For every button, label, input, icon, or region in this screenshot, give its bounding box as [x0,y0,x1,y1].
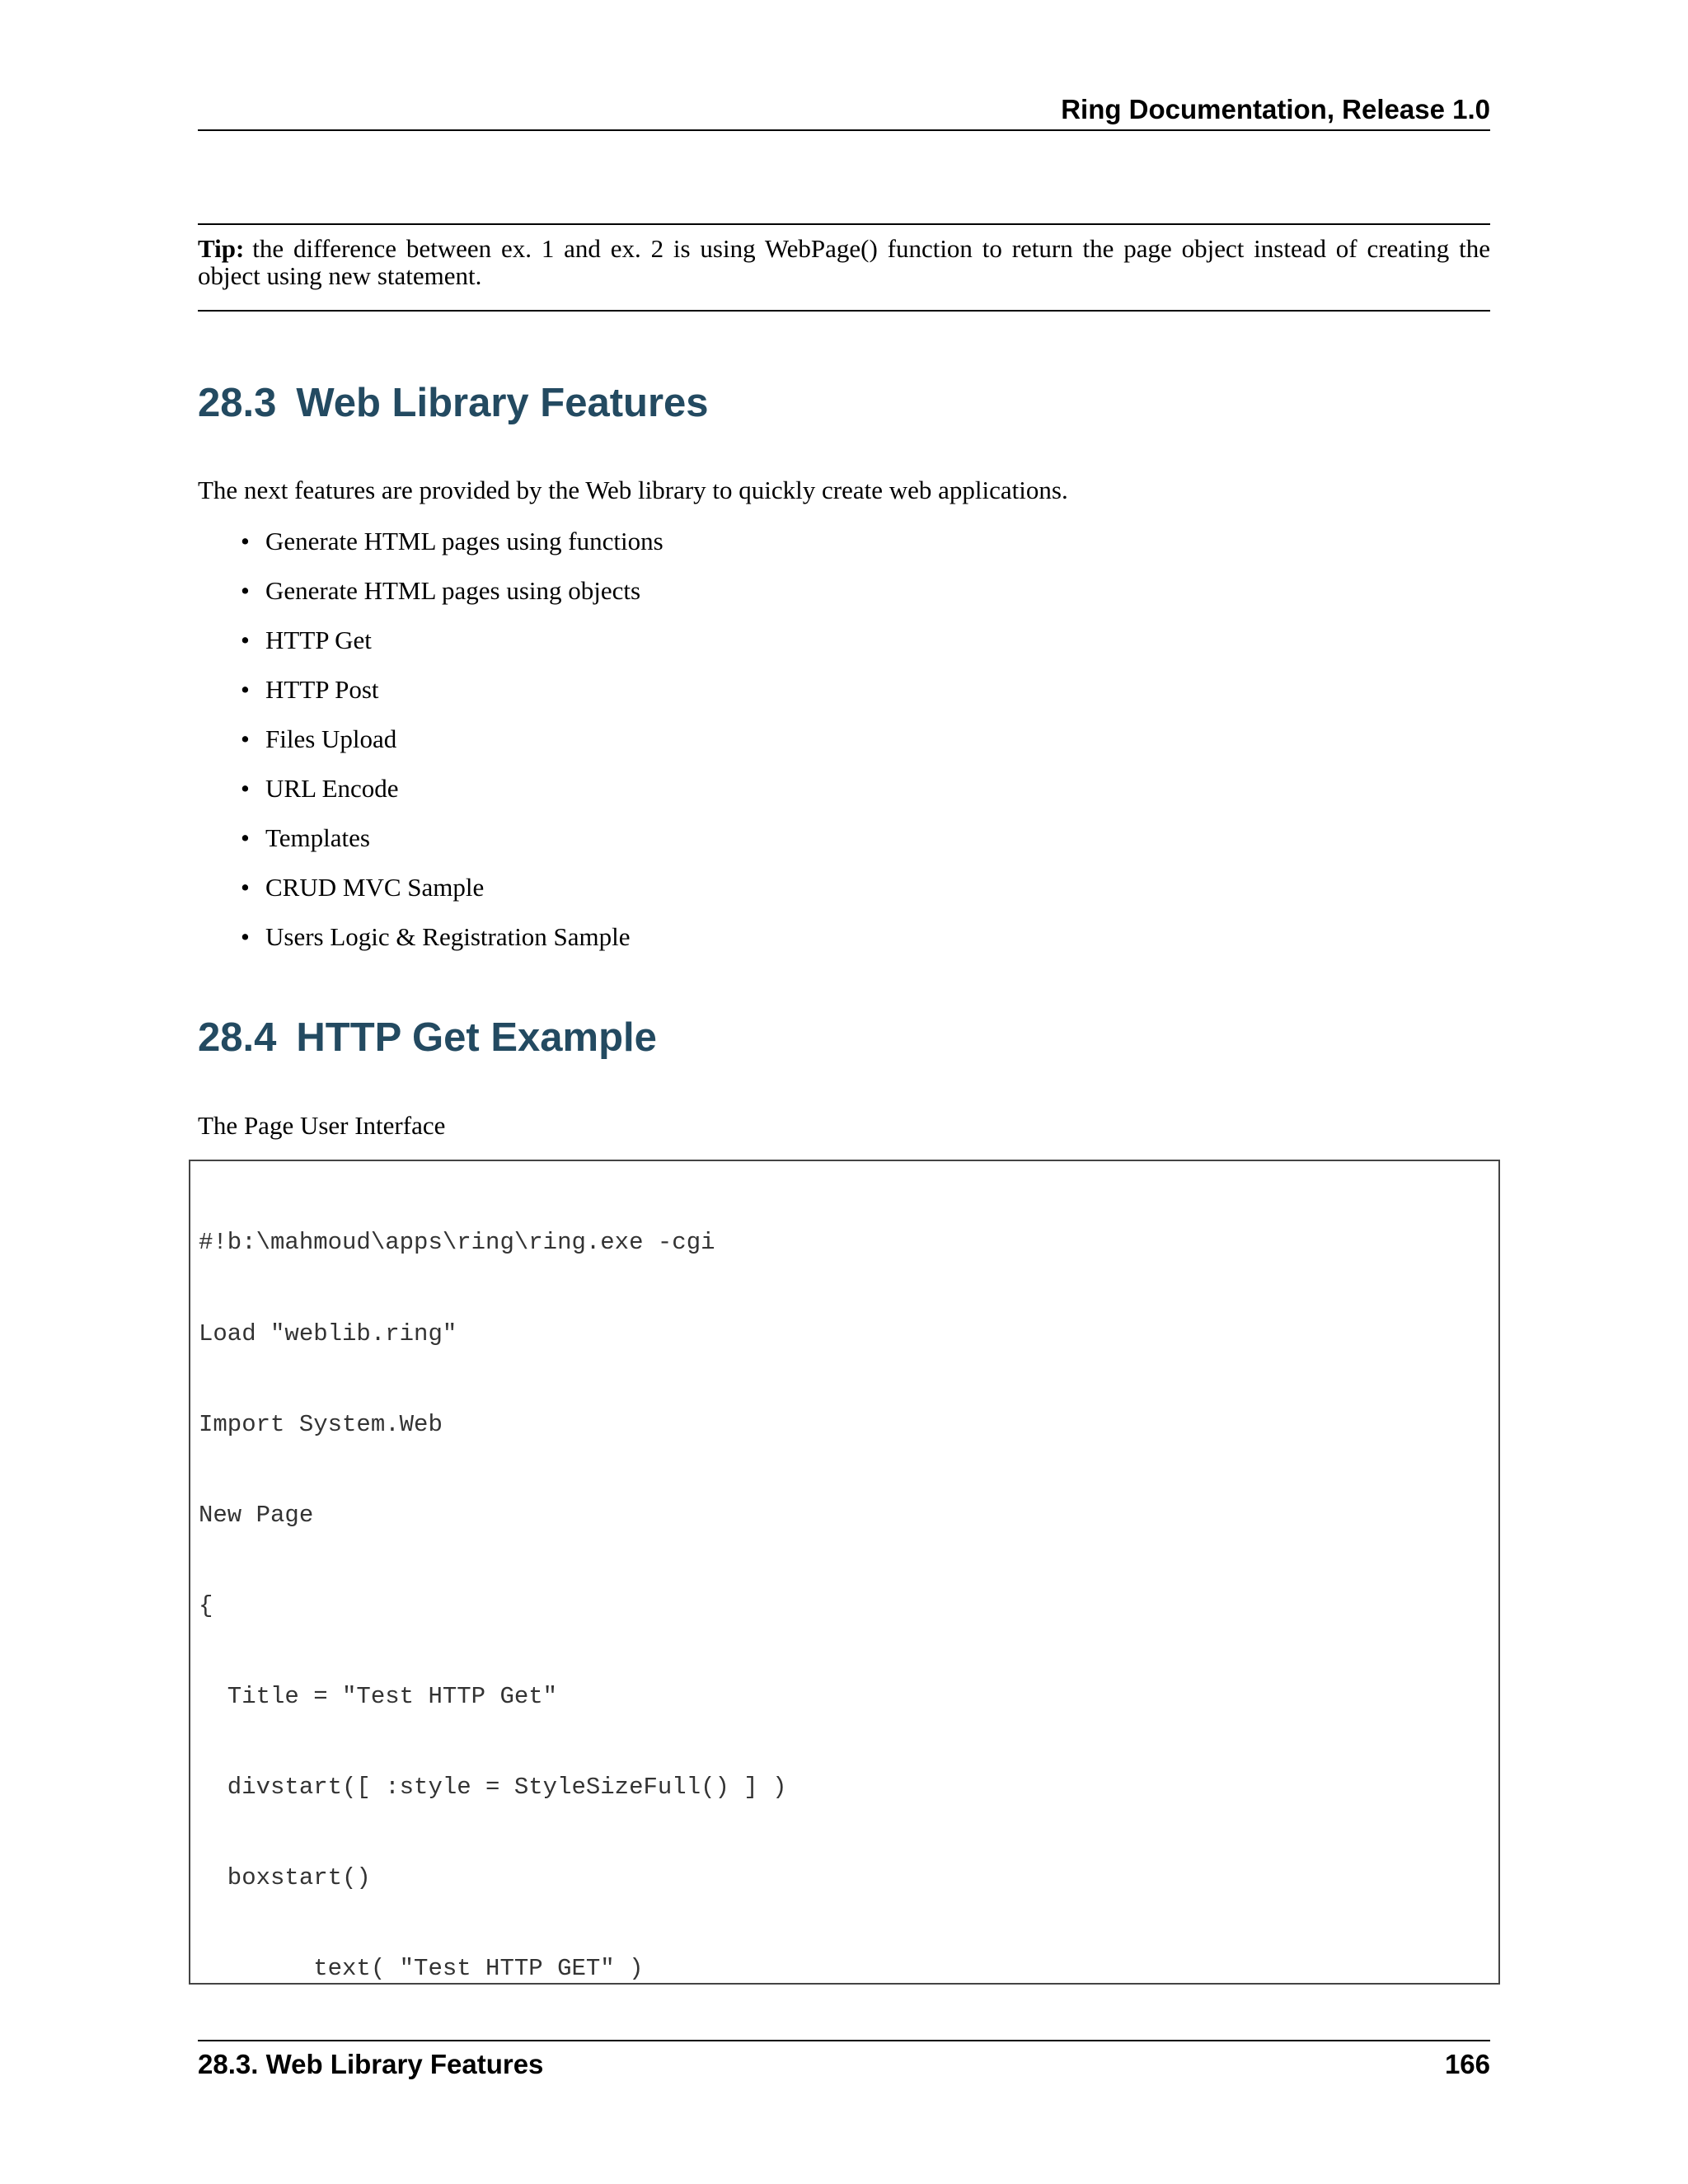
bullet-icon: • [241,576,250,605]
section-number: 28.4 [198,1015,277,1060]
bullet-icon: • [241,774,250,803]
footer-page-number: 166 [1444,2049,1490,2079]
section-intro-paragraph: The next features are provided by the Web library to quickly create web applications. [198,476,1068,504]
list-item: • Generate HTML pages using objects [265,574,663,624]
bullet-icon: • [241,527,250,555]
tip-label: Tip: [198,234,245,263]
code-listing [199,1168,1160,1985]
list-item: • CRUD MVC Sample [265,871,663,921]
code-line: Import System.Web [199,1410,443,1438]
running-header: Ring Documentation, Release 1.0 [1061,94,1490,124]
code-line: #!b:\mahmoud\apps\ring\ring.exe -cgi [199,1229,715,1257]
code-line: New Page [199,1501,314,1529]
code-line: boxstart() [199,1864,371,1892]
section-heading-web-library-features [198,377,709,429]
bullet-icon: • [241,873,250,902]
bullet-icon: • [241,626,250,654]
section-number: 28.3 [198,381,277,425]
footer-divider [198,2040,1490,2041]
tip-admonition [198,223,1490,312]
code-line: { [199,1591,213,1619]
bullet-icon: • [241,922,250,951]
code-block [189,1160,1500,1985]
list-item: • Files Upload [265,723,663,772]
tip-text-block [198,235,1490,289]
footer-section-title: 28.3. Web Library Features [198,2049,544,2079]
list-item: • URL Encode [265,772,663,822]
code-line: text( "Test HTTP GET" ) [199,1955,644,1983]
header-divider [198,129,1490,131]
list-item: • HTTP Post [265,673,663,723]
section-heading-http-get-example [198,1012,657,1063]
code-caption: The Page User Interface [198,1111,446,1140]
list-item: • Generate HTML pages using functions [265,525,663,574]
list-item: • HTTP Get [265,624,663,673]
list-item: • Templates [265,822,663,871]
bullet-icon: • [241,724,250,753]
code-line: Load "weblib.ring" [199,1319,457,1347]
feature-list [241,525,663,970]
bullet-icon: • [241,823,250,852]
list-item: • Users Logic & Registration Sample [265,921,663,970]
bullet-icon: • [241,675,250,704]
tip-body: the difference between ex. 1 and ex. 2 is using WebPage() function to return the page object instead of creating the object using new statement. [198,234,1490,290]
section-title: Web Library Features [296,381,709,425]
code-line: Title = "Test HTTP Get" [199,1682,558,1710]
code-line: divstart([ :style = StyleSizeFull() ] ) [199,1773,787,1801]
section-title: HTTP Get Example [296,1015,657,1060]
document-page [198,0,1490,2184]
